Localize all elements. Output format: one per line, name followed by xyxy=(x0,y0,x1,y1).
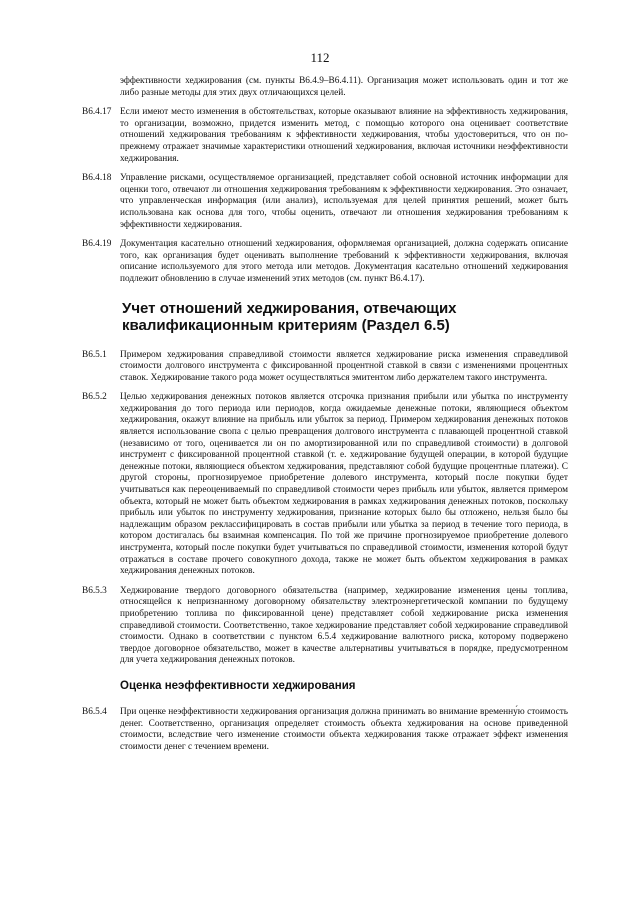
sub-heading: Оценка неэффективности хеджирования xyxy=(120,679,356,692)
paragraph-text: Примером хеджирования справедливой стоимости является хеджирование риска изменения справедливой стоимости долгового инструмента с фиксированной процентной ставкой в связи с изменениями процентных ставок. Хеджирование такого рода может осуществляться эмитентом либо держателем такого инструмента. xyxy=(120,349,568,383)
paragraph-text: Управление рисками, осуществляемое организацией, представляет собой основной источник информации для оценки того, отвечают ли отношения хеджирования требованиям к эффективности хеджирования. Это означает, что управленческая информация (или анализ), используемая для целей принятия решений, может быть использована как основа для того, чтобы оценить, отвечают ли отношения хеджирования требованиям к эффективности хеджирования. xyxy=(120,173,568,230)
intro-paragraph xyxy=(82,76,568,99)
paragraph-text: эффективности хеджирования (см. пункты B6.4.9–B6.4.11). Организация может использовать один и тот же либо разные методы для этих двух отличающихся целей. xyxy=(120,76,568,98)
paragraph-number: B6.5.4 xyxy=(82,706,107,717)
section-heading xyxy=(122,300,568,334)
paragraph-b6-5-4 xyxy=(82,707,568,753)
paragraph-text: Если имеют место изменения в обстоятельствах, которые оказывают влияние на эффективность хеджирования, то организации, возможно, придется изменить метод, с помощью которого она оценивает соответствие отношений хеджирования требованиям к эффективности хеджирования, чтобы удостовериться, что он по-прежнему отражает значимые характеристики отношений хеджирования, включая источники неэффективности хеджирования. xyxy=(120,107,568,164)
paragraph-text: Хеджирование твердого договорного обязательства (например, хеджирование изменения цены топлива, относящейся к непризнанному договорному обязательству электроэнергетической компании по будущему приобретению топлива по фиксированной цене) представляет собой хеджирование риска изменения справедливой стоимости. Соответственно, такое хеджирование представляет собой хеджирование справедливой стоимости. Однако в соответствии с пунктом 6.5.4 хеджирование валютного риска, которому подвержено твердое договорное обязательство, может в качестве альтернативы учитываться в порядке, предусмотренном для учета хеджирования денежных потоков. xyxy=(120,585,568,666)
section-heading-line-1: Учет отношений хеджирования, отвечающих xyxy=(122,299,457,317)
paragraph-text: Документация касательно отношений хеджирования, оформляемая организацией, должна содержать описание того, как организация будет оценивать выполнение требований к эффективности хеджирования, включая описание используемого для этого метода или методов. Документация касательно отношений хеджирования подлежит обновлению в случае изменений этих методов (см. пункт B6.4.17). xyxy=(120,239,568,284)
paragraph-number: B6.4.18 xyxy=(82,173,112,184)
paragraph-b6-5-2 xyxy=(82,392,568,578)
paragraph-b6-4-19 xyxy=(82,239,568,285)
paragraph-number: B6.4.17 xyxy=(82,107,112,118)
paragraph-b6-5-1 xyxy=(82,350,568,385)
section-heading-line-2: квалификационным критериям (Раздел 6.5) xyxy=(122,316,450,334)
paragraph-text: При оценке неэффективности хеджирования организация должна принимать во внимание временну́ю стоимость денег. Соответственно, организация определяет стоимость объекта хеджирования на основе приведенной стоимости, вследствие чего изменение стоимости объекта хеджирования также отражает эффект изменения стоимости денег с течением времени. xyxy=(120,706,568,752)
paragraph-number: B6.5.3 xyxy=(82,585,107,596)
paragraph-b6-4-18 xyxy=(82,173,568,231)
paragraph-number: B6.5.2 xyxy=(82,392,107,403)
paragraph-b6-5-3 xyxy=(82,586,568,667)
paragraph-number: B6.4.19 xyxy=(82,239,112,250)
paragraph-number: B6.5.1 xyxy=(82,349,107,360)
paragraph-text: Целью хеджирования денежных потоков является отсрочка признания прибыли или убытка по инструменту хеджирования до того периода или периодов, когда ожидаемые денежные потоки, являющиеся объектом хеджирования, окажут влияние на прибыль или убыток за период. Примером хеджирования денежных потоков является использование свопа с целью превращения долгового инструмента с плавающей процентной ставкой (независимо от того, оценивается ли он по амортизированной или по справедливой стоимости) в долговой инструмент с фиксированной процентной ставкой (т. е. хеджирование будущей операции, в которой будущие денежные потоки, являющиеся объектом хеджирования, представляют собой будущие процентные платежи). С другой стороны, прогнозируемое приобретение долевого инструмента, который после покупки будет учитываться как переоцениваемый по справедливой стоимости через прибыль или убыток, является примером объекта, который не может быть объектом хеджирования в рамках хеджирования денежных потоков, поскольку прибыль или убыток по инструменту хеджирования, признание которых было бы отложено, нельзя было бы надлежащим образом реклассифицировать в состав прибыли или убытка за период в течение того периода, в котором достигалась бы взаимная компенсация. По той же причине прогнозируемое приобретение долевого инструмента, который после покупки будет учитываться по справедливой стоимости, изменения которой будут отражаться в составе прочего совокупного дохода, также не может быть объектом хеджирования в рамках хеджирования денежных потоков. xyxy=(120,392,568,577)
paragraph-b6-4-17 xyxy=(82,107,568,165)
page-number: 112 xyxy=(310,50,330,65)
document-body xyxy=(82,76,568,753)
